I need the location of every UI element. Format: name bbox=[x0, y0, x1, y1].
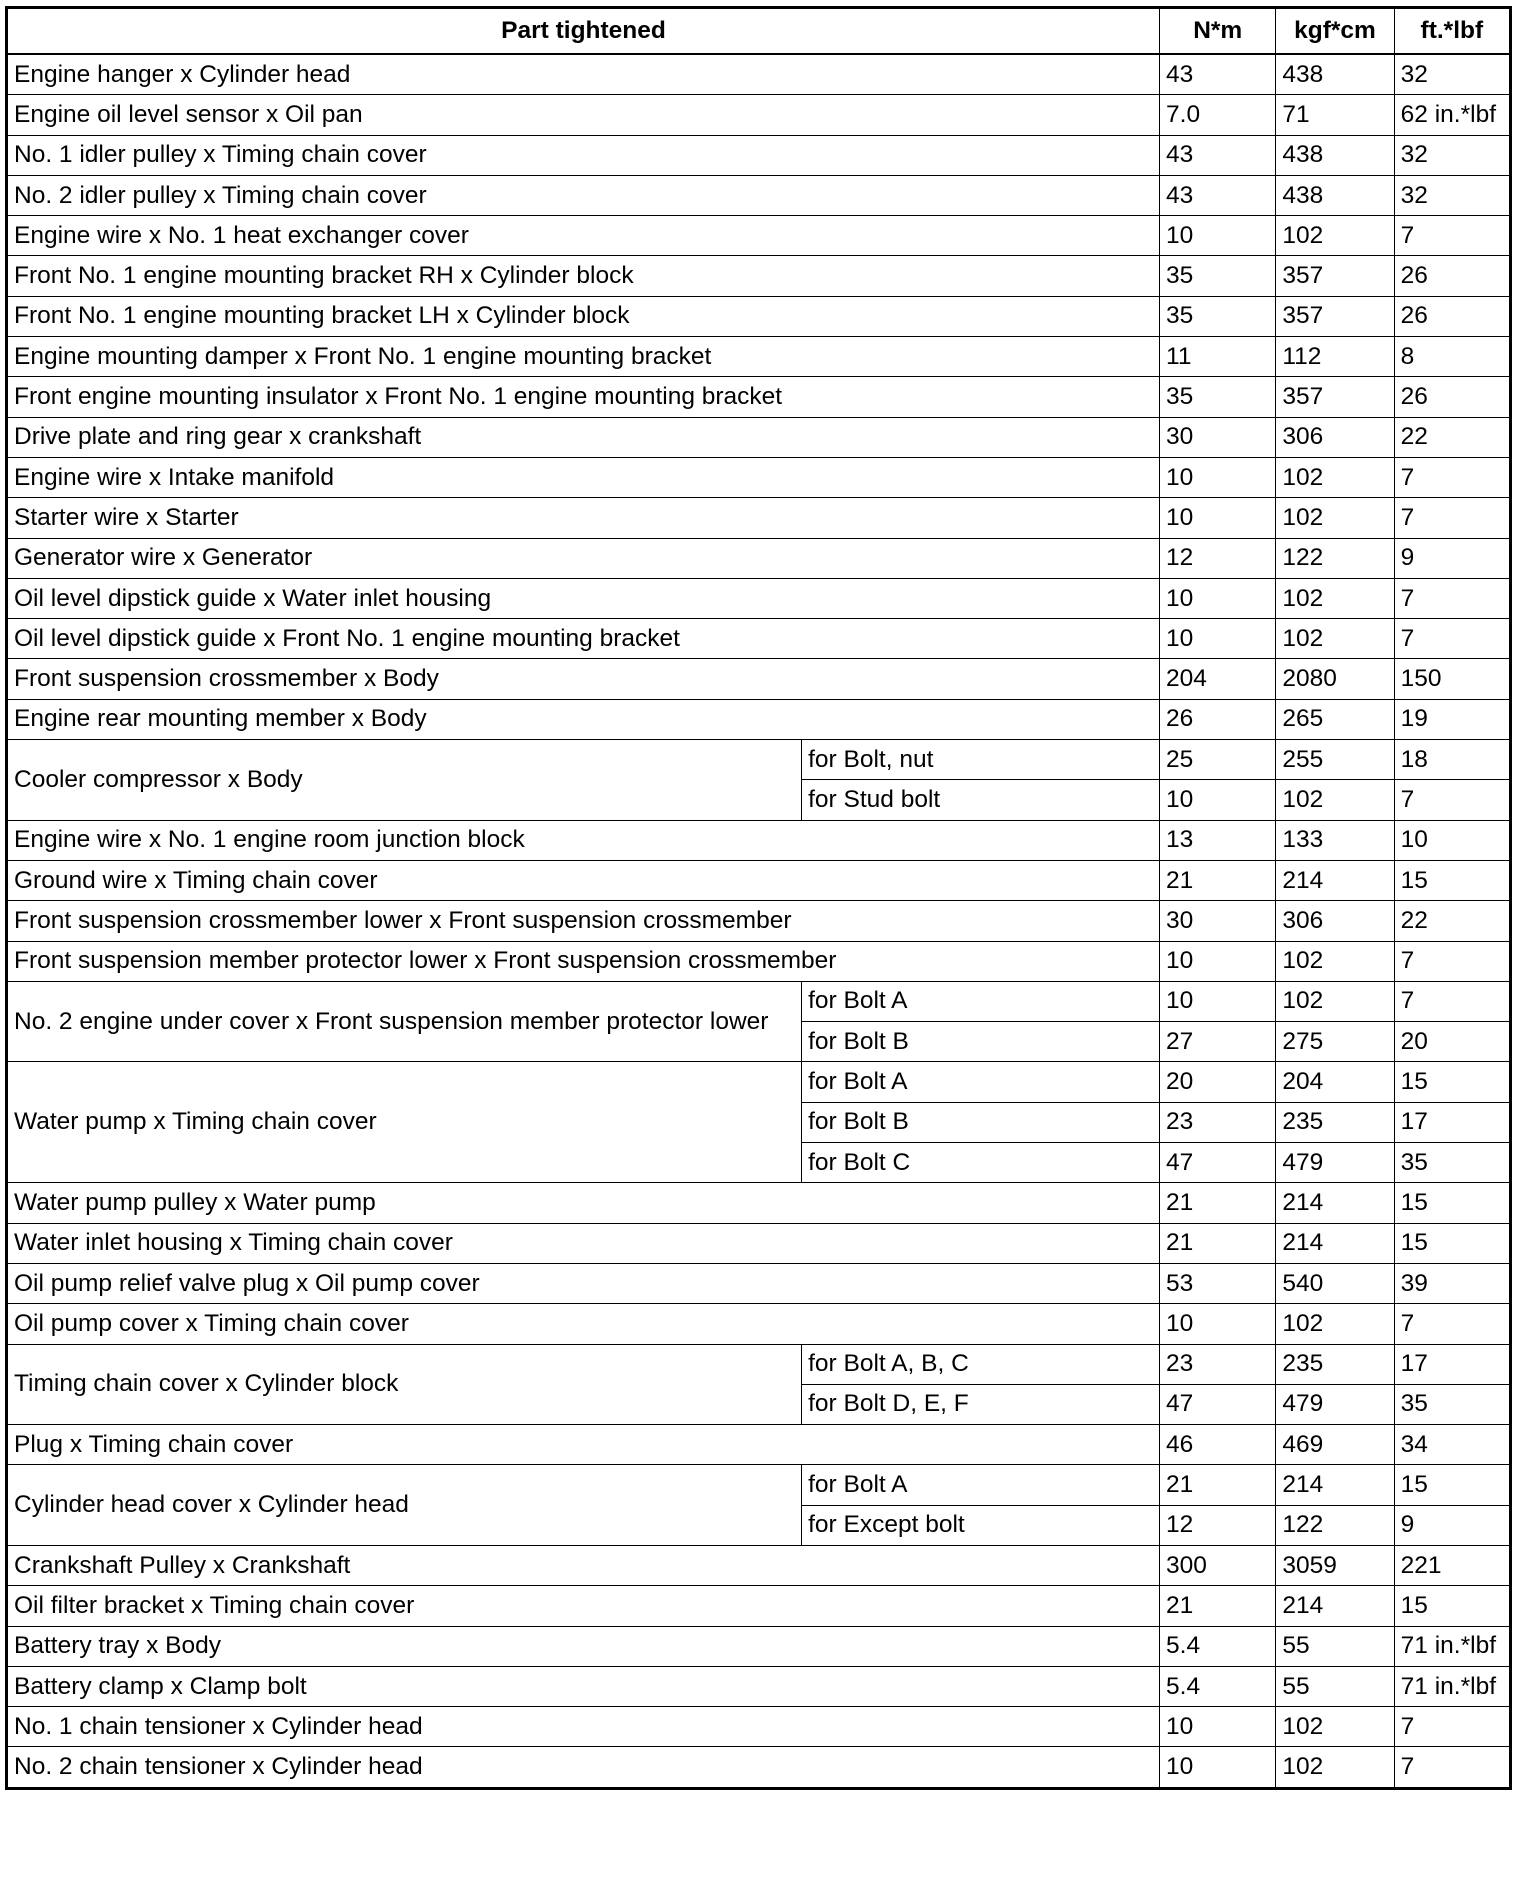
torque-kgf-cm-cell: 204 bbox=[1276, 1062, 1394, 1102]
part-tightened-cell: Oil level dipstick guide x Water inlet housing bbox=[7, 578, 1160, 618]
part-tightened-cell: Battery tray x Body bbox=[7, 1626, 1160, 1666]
table-row bbox=[7, 337, 1511, 377]
torque-kgf-cm-cell: 235 bbox=[1276, 1102, 1394, 1142]
torque-kgf-cm-cell: 102 bbox=[1276, 780, 1394, 820]
table-row bbox=[7, 1545, 1511, 1585]
torque-nm-cell: 10 bbox=[1160, 619, 1276, 659]
torque-kgf-cm-cell: 357 bbox=[1276, 256, 1394, 296]
table-row bbox=[7, 740, 1511, 780]
torque-nm-cell: 10 bbox=[1160, 981, 1276, 1021]
table-row bbox=[7, 417, 1511, 457]
part-tightened-cell: Front suspension member protector lower x Front suspension crossmember bbox=[7, 941, 1160, 981]
torque-ft-lbf-cell: 7 bbox=[1394, 457, 1510, 497]
bolt-note-cell: for Bolt A bbox=[802, 1062, 1160, 1102]
torque-kgf-cm-cell: 265 bbox=[1276, 699, 1394, 739]
table-row bbox=[7, 457, 1511, 497]
bolt-note-cell: for Bolt A, B, C bbox=[802, 1344, 1160, 1384]
torque-nm-cell: 47 bbox=[1160, 1143, 1276, 1183]
torque-ft-lbf-cell: 35 bbox=[1394, 1384, 1510, 1424]
torque-ft-lbf-cell: 7 bbox=[1394, 216, 1510, 256]
torque-kgf-cm-cell: 3059 bbox=[1276, 1545, 1394, 1585]
torque-kgf-cm-cell: 479 bbox=[1276, 1384, 1394, 1424]
part-tightened-cell: Plug x Timing chain cover bbox=[7, 1425, 1160, 1465]
torque-nm-cell: 12 bbox=[1160, 1505, 1276, 1545]
table-row bbox=[7, 1465, 1511, 1505]
torque-ft-lbf-cell: 22 bbox=[1394, 417, 1510, 457]
part-tightened-cell: Engine oil level sensor x Oil pan bbox=[7, 95, 1160, 135]
torque-kgf-cm-cell: 102 bbox=[1276, 457, 1394, 497]
torque-ft-lbf-cell: 32 bbox=[1394, 175, 1510, 215]
torque-kgf-cm-cell: 214 bbox=[1276, 1586, 1394, 1626]
part-tightened-cell: Drive plate and ring gear x crankshaft bbox=[7, 417, 1160, 457]
torque-kgf-cm-cell: 275 bbox=[1276, 1022, 1394, 1062]
torque-kgf-cm-cell: 469 bbox=[1276, 1425, 1394, 1465]
torque-kgf-cm-cell: 102 bbox=[1276, 578, 1394, 618]
torque-nm-cell: 300 bbox=[1160, 1545, 1276, 1585]
torque-kgf-cm-cell: 438 bbox=[1276, 175, 1394, 215]
torque-kgf-cm-cell: 55 bbox=[1276, 1666, 1394, 1706]
torque-nm-cell: 21 bbox=[1160, 860, 1276, 900]
torque-nm-cell: 35 bbox=[1160, 256, 1276, 296]
part-tightened-cell: Front engine mounting insulator x Front No. 1 engine mounting bracket bbox=[7, 377, 1160, 417]
torque-ft-lbf-cell: 7 bbox=[1394, 780, 1510, 820]
torque-ft-lbf-cell: 7 bbox=[1394, 1747, 1510, 1788]
bolt-note-cell: for Stud bolt bbox=[802, 780, 1160, 820]
torque-ft-lbf-cell: 7 bbox=[1394, 981, 1510, 1021]
torque-nm-cell: 53 bbox=[1160, 1263, 1276, 1303]
torque-nm-cell: 7.0 bbox=[1160, 95, 1276, 135]
torque-nm-cell: 10 bbox=[1160, 216, 1276, 256]
torque-kgf-cm-cell: 214 bbox=[1276, 860, 1394, 900]
torque-nm-cell: 11 bbox=[1160, 337, 1276, 377]
part-tightened-cell: Engine wire x Intake manifold bbox=[7, 457, 1160, 497]
torque-kgf-cm-cell: 71 bbox=[1276, 95, 1394, 135]
table-row bbox=[7, 699, 1511, 739]
table-row bbox=[7, 135, 1511, 175]
table-row bbox=[7, 860, 1511, 900]
torque-kgf-cm-cell: 102 bbox=[1276, 941, 1394, 981]
table-row bbox=[7, 1223, 1511, 1263]
table-row bbox=[7, 175, 1511, 215]
torque-kgf-cm-cell: 438 bbox=[1276, 135, 1394, 175]
torque-kgf-cm-cell: 357 bbox=[1276, 377, 1394, 417]
table-row bbox=[7, 1666, 1511, 1706]
torque-ft-lbf-cell: 7 bbox=[1394, 1707, 1510, 1747]
torque-kgf-cm-cell: 357 bbox=[1276, 296, 1394, 336]
table-row bbox=[7, 216, 1511, 256]
torque-ft-lbf-cell: 71 in.*lbf bbox=[1394, 1626, 1510, 1666]
torque-ft-lbf-cell: 32 bbox=[1394, 135, 1510, 175]
table-row bbox=[7, 1707, 1511, 1747]
torque-ft-lbf-cell: 18 bbox=[1394, 740, 1510, 780]
torque-ft-lbf-cell: 221 bbox=[1394, 1545, 1510, 1585]
part-tightened-cell: No. 2 chain tensioner x Cylinder head bbox=[7, 1747, 1160, 1788]
table-row bbox=[7, 296, 1511, 336]
torque-nm-cell: 12 bbox=[1160, 538, 1276, 578]
torque-ft-lbf-cell: 15 bbox=[1394, 1223, 1510, 1263]
part-tightened-cell: Engine wire x No. 1 engine room junction block bbox=[7, 820, 1160, 860]
torque-ft-lbf-cell: 71 in.*lbf bbox=[1394, 1666, 1510, 1706]
torque-nm-cell: 10 bbox=[1160, 941, 1276, 981]
table-row bbox=[7, 901, 1511, 941]
torque-kgf-cm-cell: 133 bbox=[1276, 820, 1394, 860]
torque-kgf-cm-cell: 540 bbox=[1276, 1263, 1394, 1303]
part-tightened-cell: Engine rear mounting member x Body bbox=[7, 699, 1160, 739]
torque-kgf-cm-cell: 214 bbox=[1276, 1223, 1394, 1263]
table-row bbox=[7, 820, 1511, 860]
torque-ft-lbf-cell: 10 bbox=[1394, 820, 1510, 860]
part-tightened-cell: Cooler compressor x Body bbox=[7, 740, 802, 821]
torque-kgf-cm-cell: 438 bbox=[1276, 54, 1394, 95]
torque-ft-lbf-cell: 34 bbox=[1394, 1425, 1510, 1465]
table-header-row bbox=[7, 8, 1511, 55]
torque-ft-lbf-cell: 15 bbox=[1394, 1183, 1510, 1223]
part-tightened-cell: Front No. 1 engine mounting bracket LH x Cylinder block bbox=[7, 296, 1160, 336]
torque-kgf-cm-cell: 479 bbox=[1276, 1143, 1394, 1183]
part-tightened-cell: Water inlet housing x Timing chain cover bbox=[7, 1223, 1160, 1263]
torque-kgf-cm-cell: 306 bbox=[1276, 901, 1394, 941]
torque-kgf-cm-cell: 235 bbox=[1276, 1344, 1394, 1384]
torque-ft-lbf-cell: 9 bbox=[1394, 538, 1510, 578]
torque-ft-lbf-cell: 17 bbox=[1394, 1102, 1510, 1142]
table-row bbox=[7, 538, 1511, 578]
part-tightened-cell: Engine wire x No. 1 heat exchanger cover bbox=[7, 216, 1160, 256]
table-row bbox=[7, 95, 1511, 135]
torque-ft-lbf-cell: 22 bbox=[1394, 901, 1510, 941]
part-tightened-cell: Starter wire x Starter bbox=[7, 498, 1160, 538]
part-tightened-cell: Crankshaft Pulley x Crankshaft bbox=[7, 1545, 1160, 1585]
torque-kgf-cm-cell: 55 bbox=[1276, 1626, 1394, 1666]
torque-kgf-cm-cell: 102 bbox=[1276, 1747, 1394, 1788]
torque-nm-cell: 10 bbox=[1160, 498, 1276, 538]
header-newton-meter: N*m bbox=[1160, 8, 1276, 55]
torque-nm-cell: 10 bbox=[1160, 1304, 1276, 1344]
torque-nm-cell: 43 bbox=[1160, 175, 1276, 215]
torque-ft-lbf-cell: 35 bbox=[1394, 1143, 1510, 1183]
table-row bbox=[7, 619, 1511, 659]
table-row bbox=[7, 981, 1511, 1021]
torque-ft-lbf-cell: 8 bbox=[1394, 337, 1510, 377]
table-row bbox=[7, 578, 1511, 618]
bolt-note-cell: for Bolt A bbox=[802, 1465, 1160, 1505]
torque-ft-lbf-cell: 32 bbox=[1394, 54, 1510, 95]
table-row bbox=[7, 1062, 1511, 1102]
torque-nm-cell: 13 bbox=[1160, 820, 1276, 860]
torque-nm-cell: 35 bbox=[1160, 296, 1276, 336]
header-part-tightened: Part tightened bbox=[7, 8, 1160, 55]
table-row bbox=[7, 1425, 1511, 1465]
torque-nm-cell: 5.4 bbox=[1160, 1626, 1276, 1666]
torque-nm-cell: 47 bbox=[1160, 1384, 1276, 1424]
torque-ft-lbf-cell: 7 bbox=[1394, 1304, 1510, 1344]
torque-nm-cell: 5.4 bbox=[1160, 1666, 1276, 1706]
torque-ft-lbf-cell: 9 bbox=[1394, 1505, 1510, 1545]
bolt-note-cell: for Bolt B bbox=[802, 1102, 1160, 1142]
torque-nm-cell: 10 bbox=[1160, 1747, 1276, 1788]
torque-ft-lbf-cell: 7 bbox=[1394, 578, 1510, 618]
torque-nm-cell: 43 bbox=[1160, 54, 1276, 95]
table-row bbox=[7, 659, 1511, 699]
part-tightened-cell: Ground wire x Timing chain cover bbox=[7, 860, 1160, 900]
table-row bbox=[7, 941, 1511, 981]
torque-ft-lbf-cell: 15 bbox=[1394, 1062, 1510, 1102]
part-tightened-cell: Engine hanger x Cylinder head bbox=[7, 54, 1160, 95]
torque-nm-cell: 23 bbox=[1160, 1102, 1276, 1142]
table-row bbox=[7, 1183, 1511, 1223]
torque-kgf-cm-cell: 102 bbox=[1276, 981, 1394, 1021]
part-tightened-cell: No. 2 idler pulley x Timing chain cover bbox=[7, 175, 1160, 215]
torque-kgf-cm-cell: 102 bbox=[1276, 498, 1394, 538]
torque-nm-cell: 46 bbox=[1160, 1425, 1276, 1465]
torque-nm-cell: 43 bbox=[1160, 135, 1276, 175]
torque-ft-lbf-cell: 7 bbox=[1394, 498, 1510, 538]
table-row bbox=[7, 256, 1511, 296]
part-tightened-cell: Cylinder head cover x Cylinder head bbox=[7, 1465, 802, 1546]
torque-ft-lbf-cell: 150 bbox=[1394, 659, 1510, 699]
table-row bbox=[7, 377, 1511, 417]
torque-kgf-cm-cell: 2080 bbox=[1276, 659, 1394, 699]
torque-ft-lbf-cell: 39 bbox=[1394, 1263, 1510, 1303]
torque-nm-cell: 21 bbox=[1160, 1586, 1276, 1626]
part-tightened-cell: Engine mounting damper x Front No. 1 engine mounting bracket bbox=[7, 337, 1160, 377]
torque-kgf-cm-cell: 255 bbox=[1276, 740, 1394, 780]
part-tightened-cell: Timing chain cover x Cylinder block bbox=[7, 1344, 802, 1425]
bolt-note-cell: for Except bolt bbox=[802, 1505, 1160, 1545]
torque-ft-lbf-cell: 26 bbox=[1394, 296, 1510, 336]
part-tightened-cell: No. 1 idler pulley x Timing chain cover bbox=[7, 135, 1160, 175]
table-row bbox=[7, 1747, 1511, 1788]
part-tightened-cell: Front suspension crossmember lower x Front suspension crossmember bbox=[7, 901, 1160, 941]
table-row bbox=[7, 1304, 1511, 1344]
torque-kgf-cm-cell: 102 bbox=[1276, 619, 1394, 659]
torque-nm-cell: 21 bbox=[1160, 1465, 1276, 1505]
torque-nm-cell: 21 bbox=[1160, 1223, 1276, 1263]
torque-nm-cell: 204 bbox=[1160, 659, 1276, 699]
table-row bbox=[7, 1586, 1511, 1626]
table-body bbox=[7, 54, 1511, 1788]
torque-nm-cell: 30 bbox=[1160, 901, 1276, 941]
torque-ft-lbf-cell: 7 bbox=[1394, 619, 1510, 659]
torque-nm-cell: 10 bbox=[1160, 1707, 1276, 1747]
table-row bbox=[7, 498, 1511, 538]
bolt-note-cell: for Bolt C bbox=[802, 1143, 1160, 1183]
torque-ft-lbf-cell: 26 bbox=[1394, 377, 1510, 417]
part-tightened-cell: Generator wire x Generator bbox=[7, 538, 1160, 578]
header-ft-lbf: ft.*lbf bbox=[1394, 8, 1510, 55]
bolt-note-cell: for Bolt A bbox=[802, 981, 1160, 1021]
torque-kgf-cm-cell: 102 bbox=[1276, 216, 1394, 256]
torque-kgf-cm-cell: 122 bbox=[1276, 538, 1394, 578]
part-tightened-cell: Oil level dipstick guide x Front No. 1 engine mounting bracket bbox=[7, 619, 1160, 659]
torque-ft-lbf-cell: 26 bbox=[1394, 256, 1510, 296]
torque-nm-cell: 27 bbox=[1160, 1022, 1276, 1062]
torque-kgf-cm-cell: 102 bbox=[1276, 1304, 1394, 1344]
part-tightened-cell: Oil pump cover x Timing chain cover bbox=[7, 1304, 1160, 1344]
torque-table-container bbox=[5, 6, 1512, 1790]
bolt-note-cell: for Bolt D, E, F bbox=[802, 1384, 1160, 1424]
torque-ft-lbf-cell: 15 bbox=[1394, 1586, 1510, 1626]
part-tightened-cell: Oil pump relief valve plug x Oil pump cover bbox=[7, 1263, 1160, 1303]
torque-kgf-cm-cell: 102 bbox=[1276, 1707, 1394, 1747]
bolt-note-cell: for Bolt B bbox=[802, 1022, 1160, 1062]
torque-nm-cell: 35 bbox=[1160, 377, 1276, 417]
torque-nm-cell: 21 bbox=[1160, 1183, 1276, 1223]
torque-nm-cell: 25 bbox=[1160, 740, 1276, 780]
torque-specification-table bbox=[5, 6, 1512, 1790]
table-row bbox=[7, 54, 1511, 95]
header-kgf-cm: kgf*cm bbox=[1276, 8, 1394, 55]
torque-nm-cell: 10 bbox=[1160, 578, 1276, 618]
torque-nm-cell: 26 bbox=[1160, 699, 1276, 739]
torque-ft-lbf-cell: 15 bbox=[1394, 1465, 1510, 1505]
torque-ft-lbf-cell: 15 bbox=[1394, 860, 1510, 900]
torque-ft-lbf-cell: 17 bbox=[1394, 1344, 1510, 1384]
torque-ft-lbf-cell: 7 bbox=[1394, 941, 1510, 981]
table-row bbox=[7, 1626, 1511, 1666]
part-tightened-cell: Front suspension crossmember x Body bbox=[7, 659, 1160, 699]
torque-kgf-cm-cell: 122 bbox=[1276, 1505, 1394, 1545]
torque-nm-cell: 10 bbox=[1160, 780, 1276, 820]
part-tightened-cell: Front No. 1 engine mounting bracket RH x Cylinder block bbox=[7, 256, 1160, 296]
part-tightened-cell: No. 1 chain tensioner x Cylinder head bbox=[7, 1707, 1160, 1747]
torque-nm-cell: 30 bbox=[1160, 417, 1276, 457]
torque-ft-lbf-cell: 62 in.*lbf bbox=[1394, 95, 1510, 135]
torque-ft-lbf-cell: 19 bbox=[1394, 699, 1510, 739]
torque-kgf-cm-cell: 214 bbox=[1276, 1183, 1394, 1223]
part-tightened-cell: Oil filter bracket x Timing chain cover bbox=[7, 1586, 1160, 1626]
part-tightened-cell: Water pump x Timing chain cover bbox=[7, 1062, 802, 1183]
part-tightened-cell: Battery clamp x Clamp bolt bbox=[7, 1666, 1160, 1706]
torque-nm-cell: 20 bbox=[1160, 1062, 1276, 1102]
bolt-note-cell: for Bolt, nut bbox=[802, 740, 1160, 780]
torque-nm-cell: 10 bbox=[1160, 457, 1276, 497]
torque-nm-cell: 23 bbox=[1160, 1344, 1276, 1384]
torque-kgf-cm-cell: 112 bbox=[1276, 337, 1394, 377]
part-tightened-cell: Water pump pulley x Water pump bbox=[7, 1183, 1160, 1223]
torque-kgf-cm-cell: 214 bbox=[1276, 1465, 1394, 1505]
torque-kgf-cm-cell: 306 bbox=[1276, 417, 1394, 457]
table-row bbox=[7, 1263, 1511, 1303]
part-tightened-cell: No. 2 engine under cover x Front suspension member protector lower bbox=[7, 981, 802, 1062]
torque-ft-lbf-cell: 20 bbox=[1394, 1022, 1510, 1062]
table-row bbox=[7, 1344, 1511, 1384]
